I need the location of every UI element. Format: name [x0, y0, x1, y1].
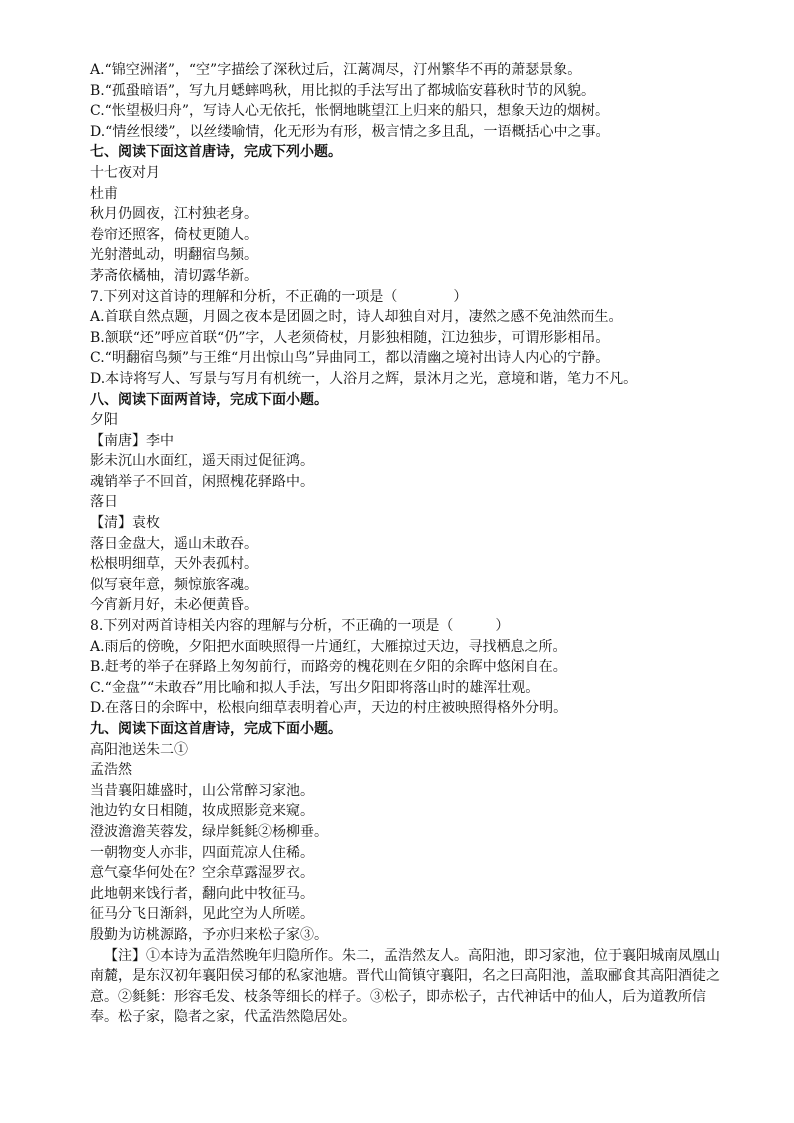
- text-line: 高阳池送朱二①: [90, 741, 188, 758]
- text-line: 杜甫: [90, 185, 118, 202]
- text-line: 似写衰年意，频惊旅客魂。: [90, 576, 258, 593]
- text-line: A.雨后的傍晚，夕阳把水面映照得一片通红，大雁掠过天边，寻找栖息之所。: [90, 638, 567, 655]
- section-heading: 八、阅读下面两首诗，完成下面小题。: [90, 391, 328, 408]
- text-line: 当昔襄阳雄盛时，山公常醉习家池。: [90, 782, 314, 799]
- text-line: 秋月仍圆夜，江村独老身。: [90, 206, 258, 223]
- text-line: D.本诗将写人、写景与写月有机统一，人浴月之辉，景沐月之光，意境和谐，笔力不凡。: [90, 370, 638, 387]
- text-line: D.“情丝恨缕”，以丝缕喻情，化无形为有形，极言情之多且乱，一语概括心中之事。: [90, 123, 610, 140]
- text-line: C.“金盘”“未敢吞”用比喻和拟人手法，写出夕阳即将落山时的雄浑壮观。: [90, 679, 540, 696]
- text-line: 意气豪华何处在？空余草露湿罗衣。: [90, 865, 314, 882]
- text-line: 茅斋依橘柚，清切露华新。: [90, 267, 258, 284]
- text-line: 8.下列对两首诗相关内容的理解与分析，不正确的一项是（ ）: [90, 618, 510, 635]
- text-line: B.赶考的举子在驿路上匆匆前行，而路旁的槐花则在夕阳的余晖中悠闲自在。: [90, 659, 567, 676]
- text-line: 【清】袁枚: [90, 515, 160, 532]
- text-line: 魂销举子不回首，闲照槐花驿路中。: [90, 473, 314, 490]
- text-line: 一朝物变人亦非，四面荒凉人住稀。: [90, 844, 314, 861]
- section-heading: 七、阅读下面这首唐诗，完成下列小题。: [90, 144, 342, 161]
- text-line: 征马分飞日渐斜，见此空为人所嗟。: [90, 906, 314, 923]
- text-line: 孟浩然: [90, 762, 132, 779]
- text-line: D.在落日的余晖中，松根向细草表明着心声，天边的村庄被映照得格外分明。: [90, 700, 568, 717]
- text-line: 殷勤为访桃源路，予亦归来松子家③。: [90, 926, 328, 943]
- document-page: [90, 60, 720, 1028]
- text-line: C.“明翻宿鸟频”与王维“月出惊山鸟”异曲同工，都以清幽之境衬出诗人内心的宁静。: [90, 350, 610, 367]
- text-line: 池边钓女日相随，妆成照影竞来窥。: [90, 803, 314, 820]
- text-line: 十七夜对月: [90, 164, 160, 181]
- text-line: B.“孤蛩暗语”，写九月蟋蟀鸣秋，用比拟的手法写出了都城临安暮秋时节的风貌。: [90, 82, 596, 99]
- text-line: 澄波澹澹芙蓉发，绿岸毵毵②杨柳垂。: [90, 823, 328, 840]
- text-line: 此地朝来饯行者，翻向此中牧征马。: [90, 885, 314, 902]
- text-line: 7.下列对这首诗的理解和分析，不正确的一项是（ ）: [90, 288, 468, 305]
- text-line: 松根明细草，天外表孤村。: [90, 556, 258, 573]
- text-line: 【南唐】李中: [90, 432, 174, 449]
- text-line: 卷帘还照客，倚杖更随人。: [90, 226, 258, 243]
- poem-annotation-note: 【注】①本诗为孟浩然晚年归隐所作。朱二，孟浩然友人。高阳池，即习家池，位于襄阳城南凤凰山南麓，是东汉初年襄阳侯习郁的私家池塘。晋代山简镇守襄阳，名之曰高阳池，盖取郦食其高阳酒徒之意。②毵毵：形容毛发、枝条等细长的样子。③松子，即赤松子，古代神话中的仙人，后为道教所信奉。松子家，隐者之家，代孟浩然隐居处。: [90, 947, 720, 1026]
- document-body: [90, 60, 720, 946]
- text-line: B.颔联“还”呼应首联“仍”字，人老须倚杖，月影独相随，江边独步，可谓形影相吊。: [90, 329, 610, 346]
- text-line: A.首联自然点题，月圆之夜本是团圆之时，诗人却独自对月，凄然之感不免油然而生。: [90, 309, 623, 326]
- section-heading: 九、阅读下面这首唐诗，完成下面小题。: [90, 721, 342, 737]
- text-line: A.“锦空洲渚”，“空”字描绘了深秋过后，江蓠凋尽，汀州繁华不再的萧瑟景象。: [90, 62, 582, 78]
- text-line: 影未沉山水面红，遥天雨过促征鸿。: [90, 453, 314, 470]
- text-line: 光射潜虬动，明翻宿鸟频。: [90, 247, 258, 264]
- text-line: C.“怅望极归舟”，写诗人心无依托，怅惘地眺望江上归来的船只，想象天边的烟树。: [90, 103, 609, 120]
- text-line: 落日金盘大，遥山未敢吞。: [90, 535, 258, 552]
- text-line: 夕阳: [90, 412, 118, 429]
- text-line: 今宵新月好，未必便黄昏。: [90, 597, 258, 614]
- text-line: 落日: [90, 494, 118, 511]
